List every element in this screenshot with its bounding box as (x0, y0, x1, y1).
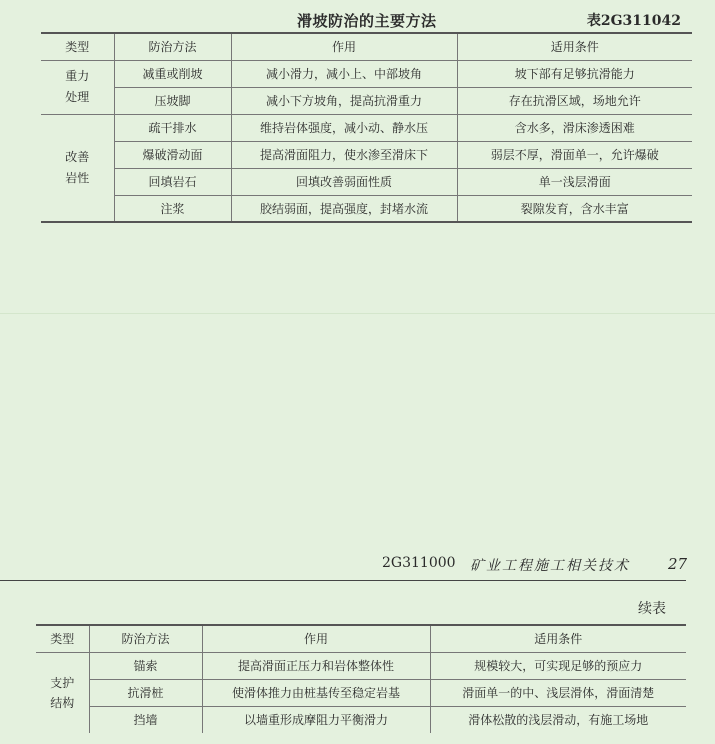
method-cell: 抗滑桩 (89, 679, 202, 706)
group-type-support: 支护 结构 (36, 652, 89, 733)
chapter-code: 2G311000 (382, 555, 456, 571)
condition-cell: 弱层不厚，滑面单一，允许爆破 (457, 141, 692, 168)
effect-cell: 维持岩体强度，减小动、静水压 (231, 114, 457, 141)
table-row (41, 141, 692, 168)
table-row (41, 195, 692, 222)
effect-cell: 使滑体推力由桩基传至稳定岩基 (202, 679, 430, 706)
page-header (0, 555, 715, 577)
method-cell: 压坡脚 (114, 87, 231, 114)
landslide-methods-table (41, 32, 692, 223)
method-cell: 回填岩石 (114, 168, 231, 195)
table1-header-effect: 作用 (231, 33, 457, 60)
method-cell: 锚索 (89, 652, 202, 679)
table-row (41, 87, 692, 114)
method-cell: 减重或削坡 (114, 60, 231, 87)
continued-label: 续表 (638, 601, 666, 617)
group-type-gravity: 重力 处理 (41, 60, 114, 114)
table2-header-condition: 适用条件 (430, 625, 686, 652)
group-type-rock: 改善 岩性 (41, 114, 114, 222)
table2-header-effect: 作用 (202, 625, 430, 652)
method-cell: 挡墙 (89, 706, 202, 733)
table-row (36, 706, 686, 733)
table1-header-condition: 适用条件 (457, 33, 692, 60)
effect-cell: 减小滑力，减小上、中部坡角 (231, 60, 457, 87)
table1-header-type: 类型 (41, 33, 114, 60)
condition-cell: 存在抗滑区域，场地允许 (457, 87, 692, 114)
table1-header-method: 防治方法 (114, 33, 231, 60)
effect-cell: 以墙重形成摩阻力平衡滑力 (202, 706, 430, 733)
effect-cell: 胶结弱面，提高强度，封堵水流 (231, 195, 457, 222)
condition-cell: 含水多，滑床渗透困难 (457, 114, 692, 141)
table2-header-method: 防治方法 (89, 625, 202, 652)
table2-header-type: 类型 (36, 625, 89, 652)
condition-cell: 坡下部有足够抗滑能力 (457, 60, 692, 87)
method-cell: 疏干排水 (114, 114, 231, 141)
effect-cell: 回填改善弱面性质 (231, 168, 457, 195)
page-number: 27 (668, 555, 688, 573)
table-row (41, 114, 692, 141)
table1-title: 滑坡防治的主要方法 (297, 12, 437, 30)
table-row (36, 679, 686, 706)
method-cell: 注浆 (114, 195, 231, 222)
method-cell: 爆破滑动面 (114, 141, 231, 168)
table1-number: 表2G311042 (586, 13, 681, 29)
chapter-title: 矿业工程施工相关技术 (470, 558, 630, 574)
condition-cell: 单一浅层滑面 (457, 168, 692, 195)
page-divider (0, 313, 715, 314)
table-row (41, 168, 692, 195)
effect-cell: 减小下方坡角，提高抗滑重力 (231, 87, 457, 114)
condition-cell: 滑面单一的中、浅层滑体，滑面清楚 (430, 679, 686, 706)
table1-title-bar (0, 10, 715, 32)
header-rule (0, 580, 686, 581)
landslide-methods-table-continued (36, 624, 686, 733)
table-row (36, 652, 686, 679)
condition-cell: 裂隙发育，含水丰富 (457, 195, 692, 222)
effect-cell: 提高滑面正压力和岩体整体性 (202, 652, 430, 679)
table-row (41, 60, 692, 87)
condition-cell: 滑体松散的浅层滑动，有施工场地 (430, 706, 686, 733)
condition-cell: 规模较大，可实现足够的预应力 (430, 652, 686, 679)
effect-cell: 提高滑面阻力，使水渗至滑床下 (231, 141, 457, 168)
